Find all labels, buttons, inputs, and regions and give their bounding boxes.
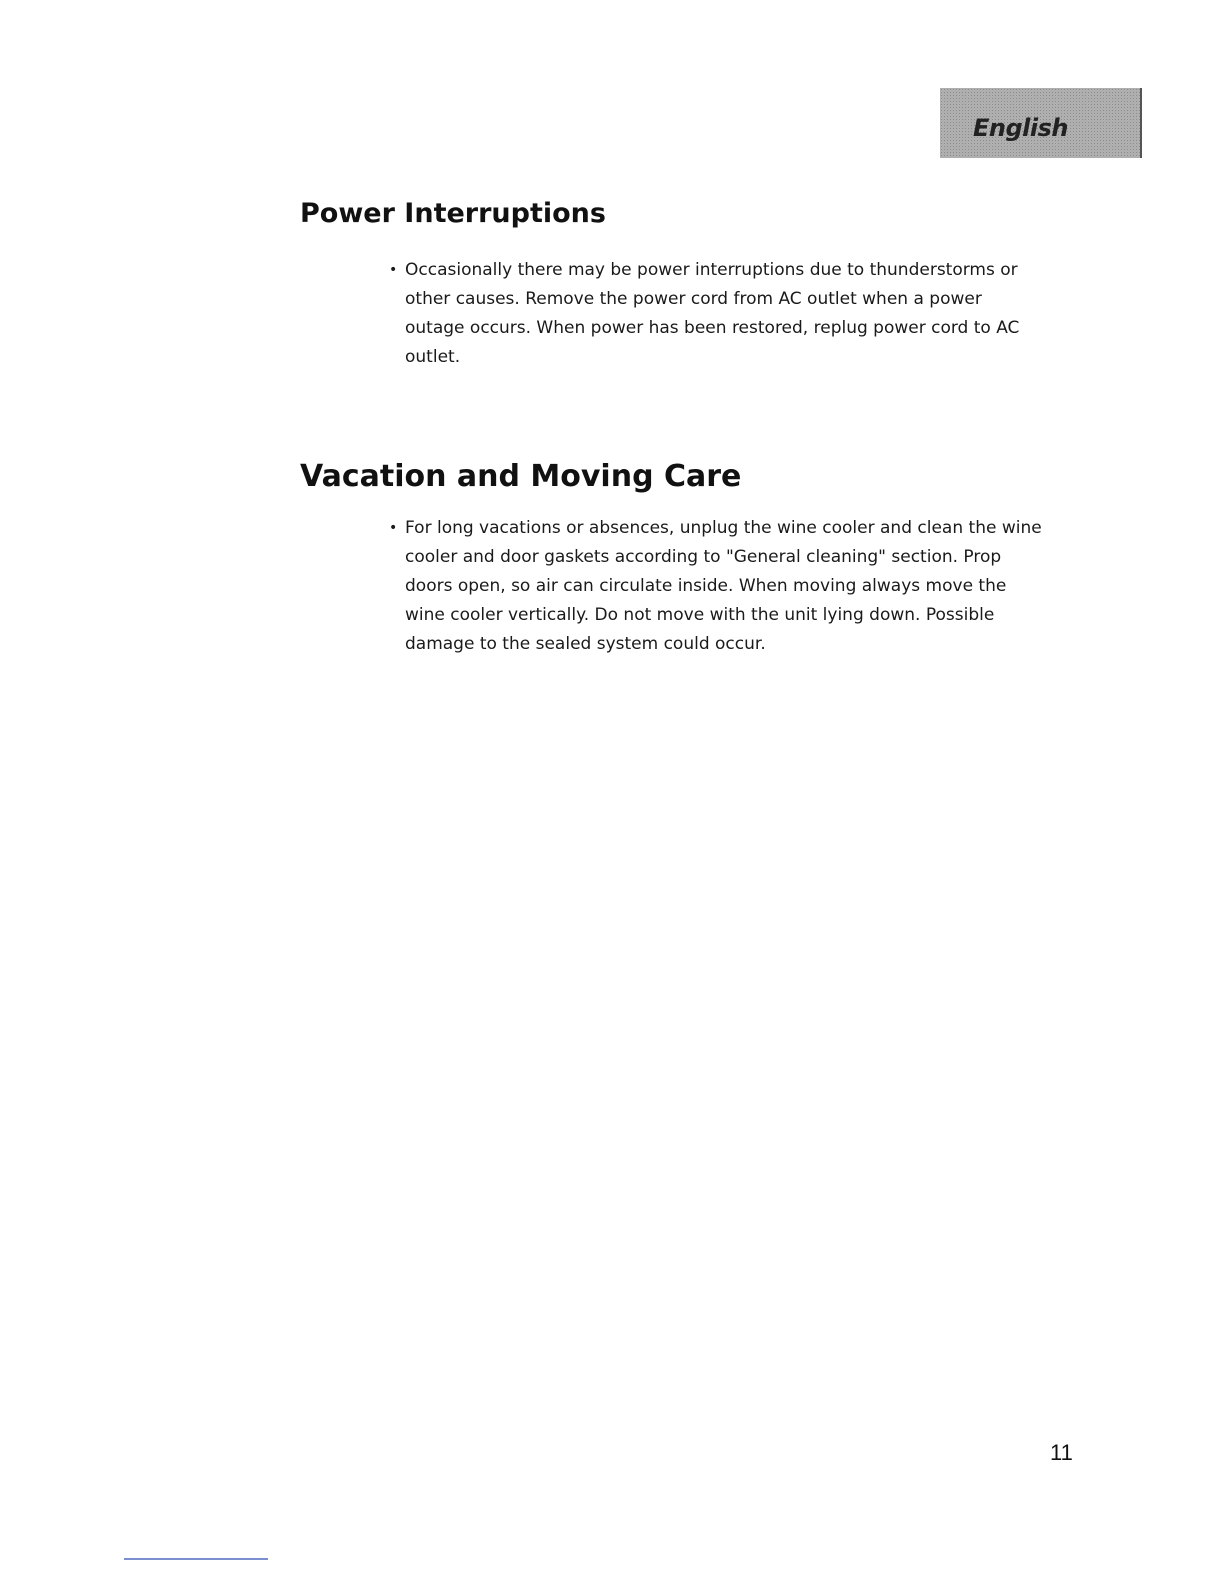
section-title-power-interruptions: Power Interruptions: [300, 198, 606, 229]
bullet-icon: •: [389, 520, 398, 536]
power-interruptions-paragraph: [385, 256, 1025, 372]
vacation-moving-care-paragraph: [385, 514, 1045, 659]
language-tab: [940, 88, 1142, 158]
vacation-moving-care-text: For long vacations or absences, unplug the wine cooler and clean the wine cooler and door gaskets according to "General cleaning" section. Prop doors open, so air can circulate inside. When moving always move the wine cooler vertically. Do not move with the unit lying down. Possible damage to the sealed system could occur.: [405, 518, 1042, 654]
section-title-vacation-moving-care: Vacation and Moving Care: [300, 459, 742, 494]
page-number: 11: [1050, 1440, 1073, 1465]
language-tab-label: English: [973, 114, 1068, 142]
power-interruptions-text: Occasionally there may be power interruptions due to thunderstorms or other causes. Remove the power cord from AC outlet when a power outage occurs. When power has been restored, replug power cord to AC outlet.: [405, 260, 1020, 367]
bullet-icon: •: [389, 262, 398, 278]
footer-divider: [124, 1558, 268, 1560]
